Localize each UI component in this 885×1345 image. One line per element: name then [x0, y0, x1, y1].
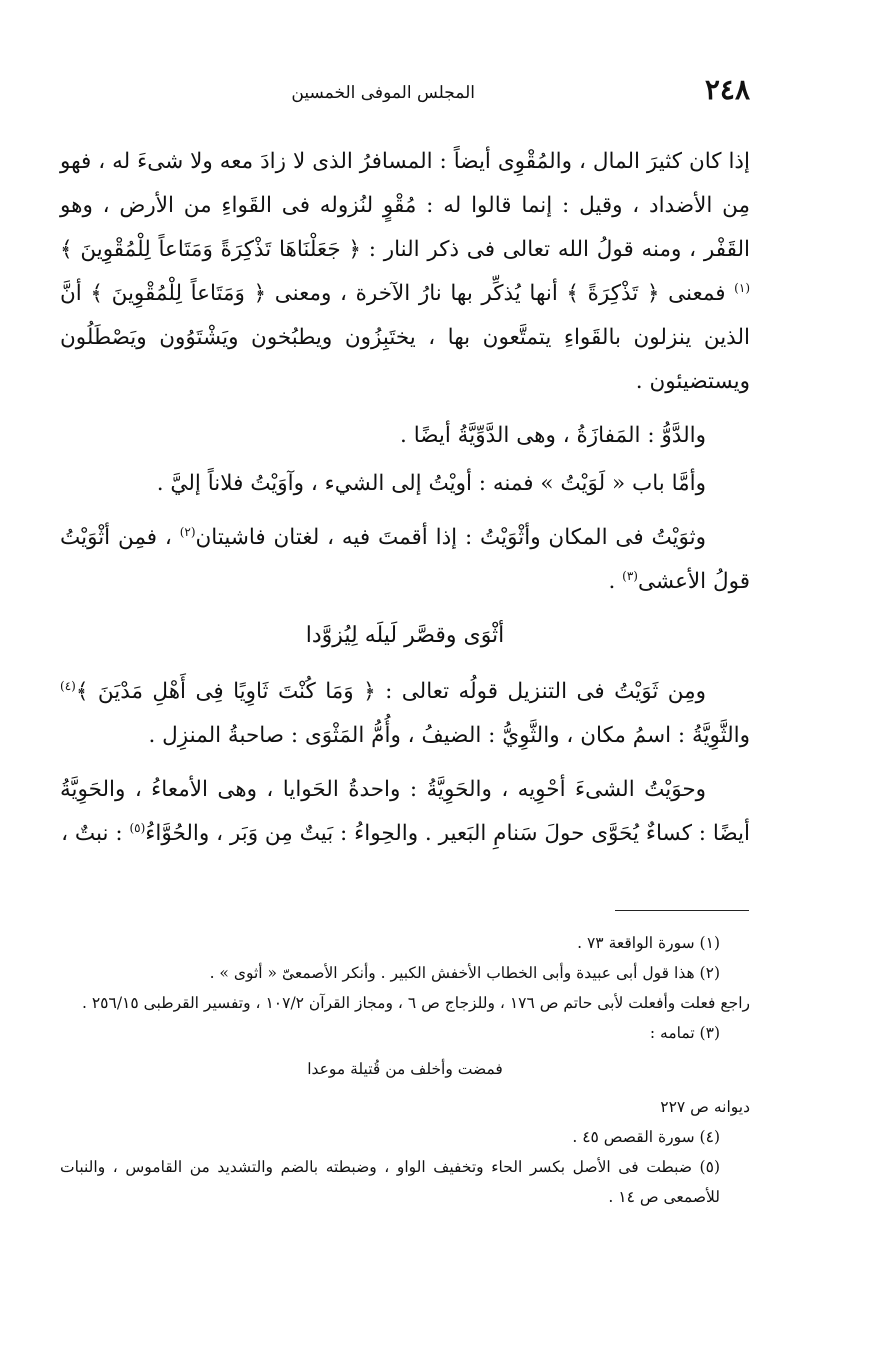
main-text [60, 140, 750, 866]
paragraph-text: إذا كان كثيرَ المال ، والمُقْوِى أيضاً : المسافرُ الذى لا زادَ معه ولا شىءَ له ، فهو مِن الأضداد ، وقيل : إنما قالوا له : مُقْوٍ لنُزوله فى القَواءِ من الأرض ، وهو القَفْر ، ومنه قولُ الله تعالى فى ذكر النار : ﴿ جَعَلْنَاهَا تَذْكِرَةً وَمَتَاعاً لِلْمُقْوِينَ ﴾ [60, 149, 750, 262]
paragraph-text: : نبتٌ ، [61, 821, 123, 846]
footnote-ref-3: (٣) [622, 568, 638, 583]
paragraph-text: والثَّوِيَّةُ : اسمُ مكان ، والثَّوِيُّ : الضيفُ ، وأُمُّ المَثْوَى : صاحبةُ المنزِل . [148, 723, 750, 748]
page-header [60, 74, 750, 114]
footnote-ref-1: (١) [734, 280, 750, 295]
footnote-ref-5: (٥) [129, 820, 146, 835]
paragraph-text: وثوَيْتُ فى المكان وأثْوَيْتُ : إذا أقمتَ فيه ، لغتان فاشيتان [195, 525, 707, 550]
paragraph-daww [60, 414, 750, 458]
footnote-4: (٤) سورة القصص ٤٥ . [572, 1128, 720, 1146]
footnote-3: (٣) تمامه : [649, 1024, 720, 1042]
page-number: ٢٤٨ [704, 73, 750, 106]
poetry-verse: أثْوَى وقصَّر لَيلَه لِيُزوَّدا [305, 623, 505, 648]
paragraph-thawaytu [60, 516, 750, 604]
footnote-1: (١) سورة الواقعة ٧٣ . [577, 934, 720, 952]
footnote-3-source: ديوانه ص ٢٢٧ [660, 1098, 750, 1116]
paragraph-thawi [60, 670, 750, 758]
paragraph-text: ومِن ثَوَيْتُ فى التنزيل قولُه تعالى : ﴿ وَمَا كُنْتَ ثَاوِيًا فِى أَهْلِ مَدْيَنَ ﴾ [75, 679, 706, 704]
paragraph-muqwi [60, 140, 750, 404]
footnote-3-verse: فمضت وأخلف من قُتيلة موعدا [307, 1060, 503, 1078]
paragraph-text: والدَّوُّ : المَفازَةُ ، وهى الدَّوِّيَّةُ أيضًا . [400, 423, 706, 448]
paragraph-text: . [608, 569, 616, 594]
footnote-5: (٥) ضبطت فى الأصل بكسر الحاء وتخفيف الواو ، وضبطته بالضم والتشديد من القاموس ، والنبات للأصمعى ص ١٤ . [60, 1158, 720, 1206]
paragraph-text: وحوَيْتُ الشىءَ أحْوِيه ، والحَوِيَّةُ : واحدةُ الحَوايا ، وهى الأمعاءُ ، والحَوِيَّةُ أيضًا : كساءٌ يُحَوَّى حولَ سَنامِ البَعير . والحِواءُ : بَيتٌ مِن وَبَر ، والحُوَّاءُ [60, 777, 750, 846]
footnote-2-continuation: راجع فعلت وأفعلت لأبى حاتم ص ١٧٦ ، وللزجاج ص ٦ ، ومجاز القرآن ١٠٧/٢ ، وتفسير القرطبى ٢٥٦/١٥ . [81, 994, 750, 1012]
paragraph-text: وأمَّا باب « لَوَيْتُ » فمنه : أويْتُ إلى الشيء ، وآوَيْتُ فلاناً إليَّ . [156, 471, 706, 496]
footnote-2: (٢) هذا قول أبى عبيدة وأبى الخطاب الأخفش الكبير . وأنكر الأصمعىّ « أثوى » . [209, 964, 720, 982]
running-title: المجلس الموفى الخمسين [291, 83, 475, 103]
paragraph-text: ، فمِن أثْوَيْتُ قولُ الأعشى [60, 525, 750, 594]
paragraph-text: فمعنى ﴿ تَذْكِرَةً ﴾ أنها يُذكِّر بها نارُ الآخرة ، ومعنى ﴿ وَمَتَاعاً لِلْمُقْوِينَ ﴾ أنَّ الذين ينزلون بالقَواءِ يتمتَّعون بها ، يختَبِزُون ويطبُخون ويَشْتَوُون ويَصْطَلُون ويستضيئون . [60, 281, 750, 394]
footnotes [60, 928, 750, 1212]
footnote-ref-2: (٢) [179, 524, 196, 539]
footnote-ref-4: (٤) [60, 678, 76, 693]
paragraph-lawaytu [60, 462, 750, 506]
paragraph-hawaytu [60, 768, 750, 856]
footnote-divider [615, 910, 749, 911]
